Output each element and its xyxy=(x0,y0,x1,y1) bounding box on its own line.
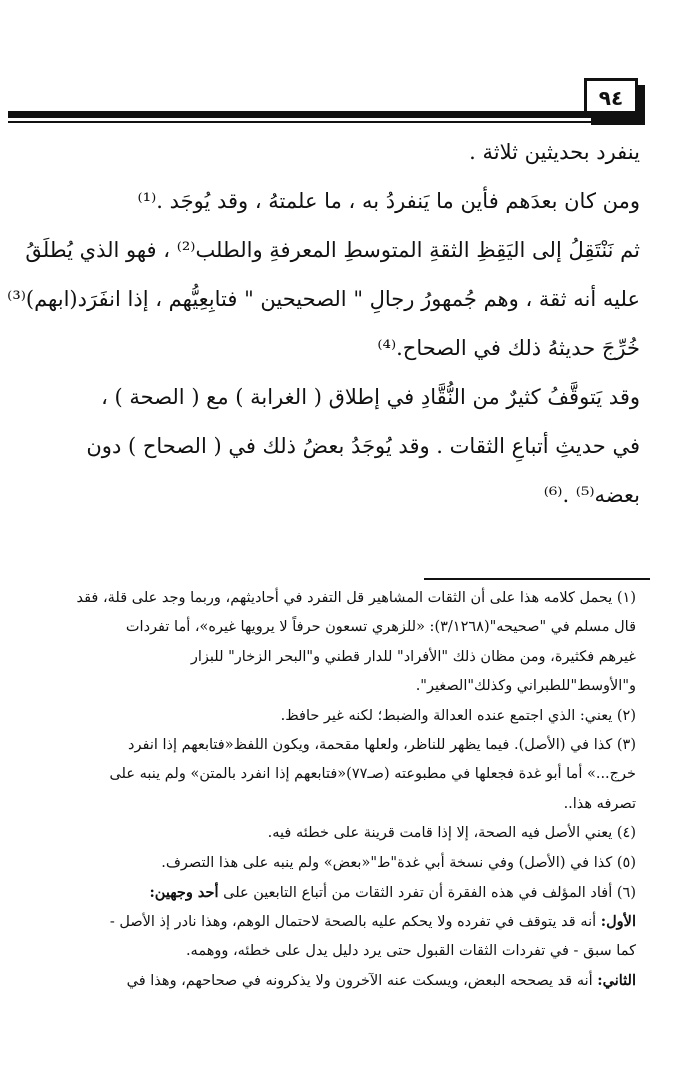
footnote-separator xyxy=(424,578,650,580)
main-line: وقد يَتوقَّفُ كثيرٌ من النُّقَّادِ في إطلاق ( الغرابة ) مع ( الصحة ) ، xyxy=(101,385,640,409)
main-line: ومن كان بعدَهم فأين ما يَنفردُ به ، ما علمتهُ ، وقد يُوجَد .⁽¹⁾ xyxy=(137,189,640,213)
main-line: ينفرد بحديثين ثلاثة . xyxy=(469,140,640,164)
main-line: بعضه⁽⁵⁾ .⁽⁶⁾ xyxy=(543,483,640,507)
footnote-line: خرج...» أما أبو غدة فجعلها في مطبوعته (صـ٧٧)«فتابعهم إذا انفرد بالمتن» ولم ينبه على xyxy=(109,766,636,783)
footnote-line: (٢) يعني: الذي اجتمع عنده العدالة والضبط؛ لكنه غير حافظ. xyxy=(280,707,636,724)
footnote-line xyxy=(0,966,636,995)
footnote-line: كما سبق - في تفردات الثقات القبول حتى يرد دليل يدل على خطئه، ووهمه. xyxy=(185,942,636,959)
footnote-line: و"الأوسط"للطبراني وكذلك"الصغير". xyxy=(415,678,636,695)
main-text xyxy=(7,128,640,520)
footnote-label-second: الثاني: xyxy=(597,972,636,990)
footnote-text: أنه قد يصححه البعض، ويسكت عنه الآخرون ولا يذكرونه في صحاحهم، وهذا في xyxy=(126,973,593,990)
footnote-line: تصرفه هذا.. xyxy=(563,795,636,812)
footnote-line: (٥) كذا في (الأصل) وفي نسخة أبي غدة"ط"«بعض» ولم ينبه على هذا التصرف. xyxy=(161,854,636,871)
footnote-line: (١) يحمل كلامه هذا على أن الثقات المشاهير قل التفرد في أحاديثهم، وربما وجد على قلة، فقد xyxy=(76,590,636,606)
footnote-line: (٦) أفاد المؤلف في هذه الفقرة أن تفرد الثقات من أتباع التابعين على أحد وجهين: xyxy=(149,883,636,901)
footnote-label-first: الأول: xyxy=(600,913,636,931)
footnote-line: غيرهم فكثيرة، ومن مظان ذلك "الأفراد" للدار قطني و"البحر الزخار" للبزار xyxy=(190,648,636,665)
footnote-line: قال مسلم في "صحيحه"(٣/١٢٦٨): «للزهري تسعون حرفاً لا يرويها غيره»، أما تفردات xyxy=(125,619,636,636)
header-rule xyxy=(8,111,642,118)
footnote-line xyxy=(0,907,636,936)
main-line: في حديثِ أتباعِ الثقات . وقد يُوجَدُ بعضُ ذلك في ( الصحاح ) دون xyxy=(86,434,640,458)
header-rule-thin xyxy=(8,121,642,123)
footnote-text: أنه قد يتوقف في تفرده ولا يحكم عليه بالصحة لاحتمال الوهم، وهذا نادر إذ الأصل - xyxy=(109,914,597,931)
main-line: عليه أنه ثقة ، وهم جُمهورُ رجالِ " الصحيحين " فتابِعِيُّهم ، إذا انفَرَد(ابهم)⁽³⁾ xyxy=(7,287,640,311)
footnote-line: (٤) يعني الأصل فيه الصحة، إلا إذا قامت قرينة على خطئه فيه. xyxy=(267,825,636,842)
footnote-line: (٣) كذا في (الأصل). فيما يظهر للناظر، ولعلها مقحمة، ويكون اللفظ«فتابعهم إذا انفرد xyxy=(128,736,636,753)
footnote-bold-phrase: أحد وجهين: xyxy=(149,883,219,901)
page-number: ٩٤ xyxy=(598,86,624,110)
footnotes xyxy=(0,584,636,995)
main-line: ثم نَنْتَقِلُ إلى اليَقِظِ الثقةِ المتوسطِ المعرفةِ والطلب⁽²⁾ ، فهو الذي يُطلَقُ xyxy=(25,238,640,262)
main-line: خُرِّجَ حديثهُ ذلك في الصحاح.⁽⁴⁾ xyxy=(377,336,640,360)
